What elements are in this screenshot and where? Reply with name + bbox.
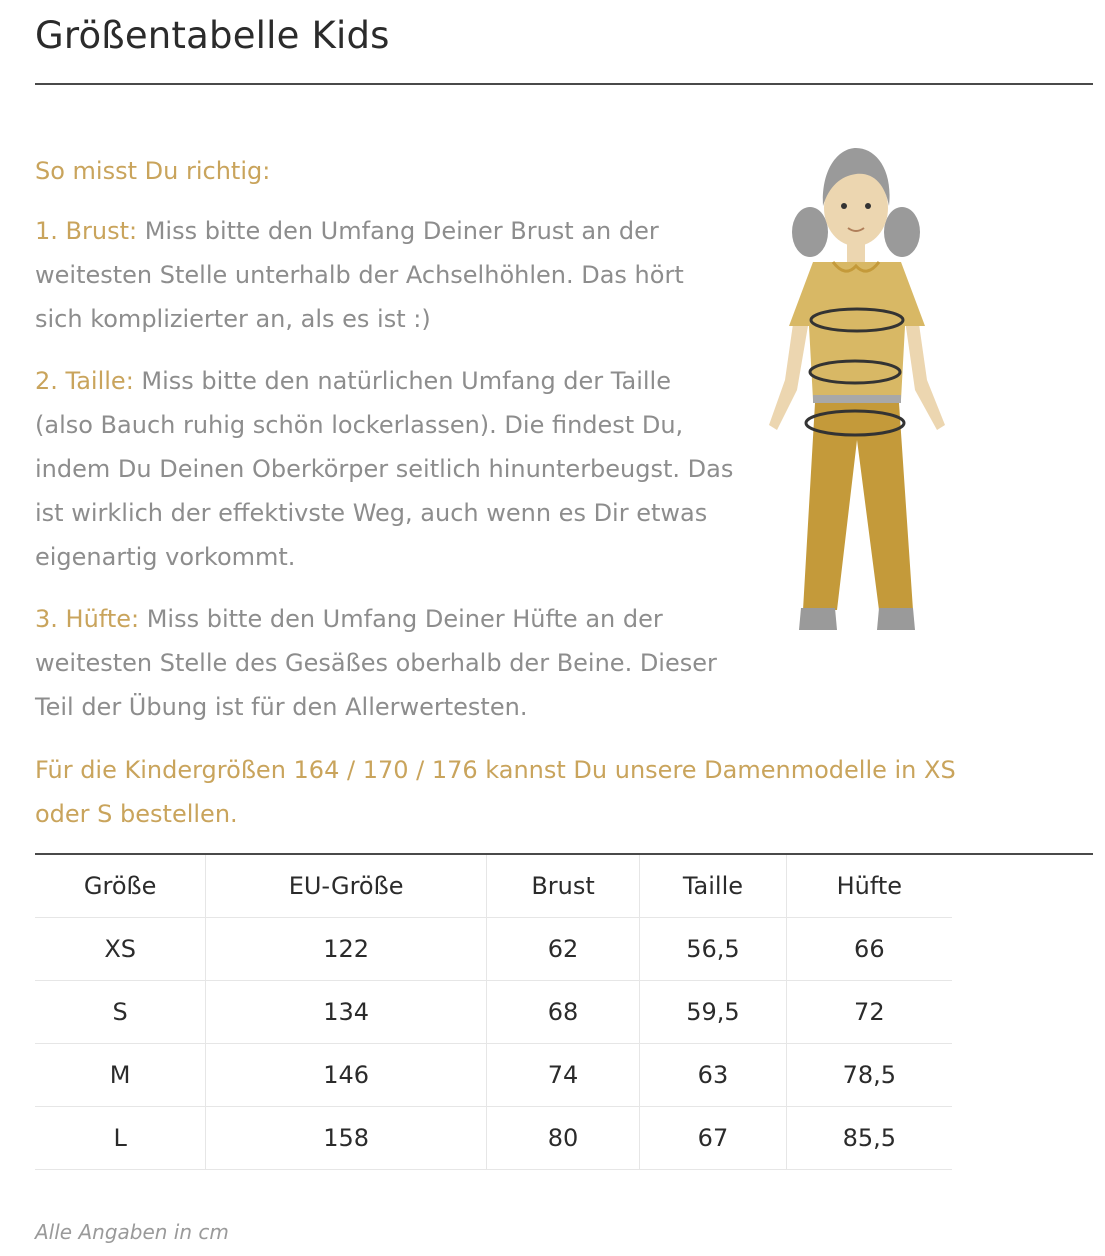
cell-eu-size: 158 xyxy=(206,1107,487,1170)
header-size: Größe xyxy=(35,855,206,918)
cell-hip: 66 xyxy=(786,918,952,981)
cell-chest: 74 xyxy=(486,1044,639,1107)
hair-pigtail-right-icon xyxy=(884,207,920,257)
cell-waist: 59,5 xyxy=(640,981,786,1044)
cell-size: S xyxy=(35,981,206,1044)
instruction-label: 2. Taille: xyxy=(35,367,134,395)
size-table xyxy=(35,855,952,1170)
arm-right-icon xyxy=(905,310,945,430)
cell-eu-size: 134 xyxy=(206,981,487,1044)
cell-hip: 78,5 xyxy=(786,1044,952,1107)
instruction-waist xyxy=(35,359,735,579)
instruction-chest xyxy=(35,209,735,341)
cell-size: L xyxy=(35,1107,206,1170)
shoe-left-icon xyxy=(799,608,837,630)
table-header-row xyxy=(35,855,952,918)
cell-eu-size: 146 xyxy=(206,1044,487,1107)
cell-hip: 72 xyxy=(786,981,952,1044)
cell-waist: 56,5 xyxy=(640,918,786,981)
instruction-text: Miss bitte den Umfang Deiner Hüfte an der weitesten Stelle des Gesäßes oberhalb der Beine. Dieser Teil der Übung ist für den Allerwertesten. xyxy=(35,605,717,721)
table-row xyxy=(35,918,952,981)
table-row xyxy=(35,1044,952,1107)
instruction-text: Miss bitte den natürlichen Umfang der Taille (also Bauch ruhig schön lockerlassen). Die findest Du, indem Du Deinen Oberkörper seitlich hinunterbeugst. Das ist wirklich der effektivste Weg, auch wenn es Dir etwas eigenartig vorkommt. xyxy=(35,367,734,571)
cell-eu-size: 122 xyxy=(206,918,487,981)
instruction-text: Miss bitte den Umfang Deiner Brust an der weitesten Stelle unterhalb der Achselhöhlen. Das hört sich komplizierter an, als es ist :) xyxy=(35,217,684,333)
instruction-label: 3. Hüfte: xyxy=(35,605,140,633)
instructions-heading: So misst Du richtig: xyxy=(35,157,271,185)
header-waist: Taille xyxy=(640,855,786,918)
cell-hip: 85,5 xyxy=(786,1107,952,1170)
hair-pigtail-left-icon xyxy=(792,207,828,257)
cell-chest: 68 xyxy=(486,981,639,1044)
adult-size-note: Für die Kindergrößen 164 / 170 / 176 kannst Du unsere Damenmodelle in XS oder S bestellen. xyxy=(35,756,956,828)
cell-size: XS xyxy=(35,918,206,981)
page-title: Größentabelle Kids xyxy=(35,14,390,57)
instruction-hip xyxy=(35,597,735,729)
table-row xyxy=(35,981,952,1044)
instruction-label: 1. Brust: xyxy=(35,217,138,245)
units-footnote: Alle Angaben in cm xyxy=(35,1220,229,1244)
cell-chest: 62 xyxy=(486,918,639,981)
title-divider xyxy=(35,83,1093,85)
header-chest: Brust xyxy=(486,855,639,918)
cell-waist: 67 xyxy=(640,1107,786,1170)
header-hip: Hüfte xyxy=(786,855,952,918)
cell-size: M xyxy=(35,1044,206,1107)
measuring-instructions xyxy=(35,149,735,747)
cell-waist: 63 xyxy=(640,1044,786,1107)
child-measurement-figure-icon xyxy=(755,140,960,640)
arm-left-icon xyxy=(769,310,809,430)
table-row xyxy=(35,1107,952,1170)
header-eu-size: EU-Größe xyxy=(206,855,487,918)
shoe-right-icon xyxy=(877,608,915,630)
cell-chest: 80 xyxy=(486,1107,639,1170)
